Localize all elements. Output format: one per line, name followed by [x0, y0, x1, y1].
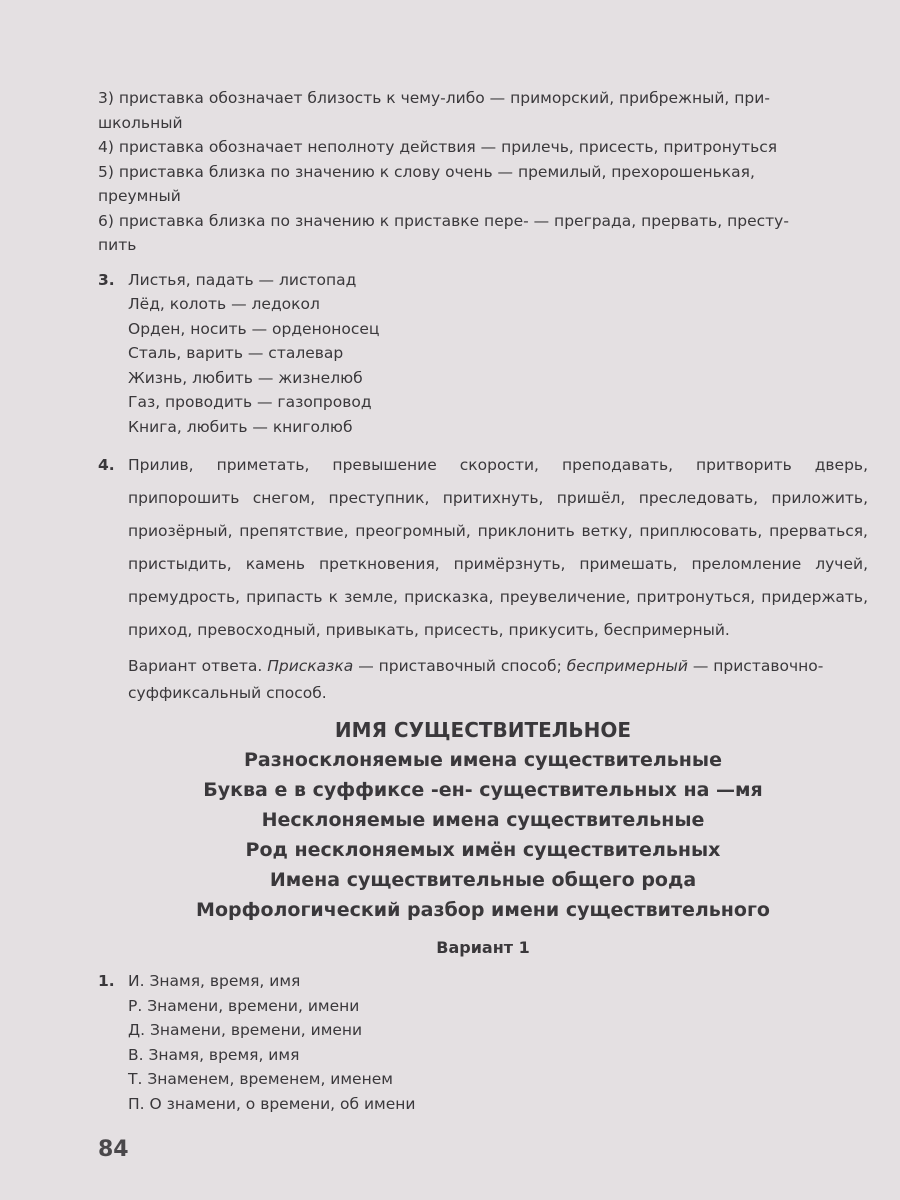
- task-4: [98, 449, 868, 707]
- text-line: И. Знамя, время, имя: [128, 972, 301, 990]
- subheading: Разносклоняемые имена существительные: [244, 749, 722, 771]
- task-number: 4.: [98, 456, 115, 474]
- answer-text-mid: — приставочный способ;: [353, 657, 567, 675]
- text-line: 4) приставка обозначает неполноту действия — прилечь, присесть, притронуться: [98, 138, 778, 156]
- task-1: [98, 969, 868, 1116]
- task-number: 1.: [98, 972, 115, 990]
- subheading: Несклоняемые имена существительные: [261, 809, 705, 831]
- subheading: Морфологический разбор имени существительного: [196, 899, 770, 921]
- chapter-title: ИМЯ СУЩЕСТВИТЕЛЬНОЕ: [334, 718, 632, 742]
- word-list: Прилив, приметать, превышение скорости, преподавать, притворить дверь, припорошить снегом, преступник, притихнуть, пришёл, преследовать, приложить, приозёрный, препятствие, преогромный, приклонить ветку, приплюсовать, прерваться, пристыдить, камень преткновения, примёрзнуть, примешать, преломление лучей, премудрость, припасть к земле, присказка, преувеличение, притронуться, придержать, приход, превосходный, привыкать, присесть, прикусить, беспримерный.: [128, 456, 868, 639]
- text-line: пить: [98, 236, 137, 254]
- text-line: Р. Знамени, времени, имени: [128, 996, 360, 1015]
- subheading: Имена существительные общего рода: [269, 869, 697, 891]
- text-line: П. О знамени, о времени, об имени: [128, 1094, 416, 1113]
- chapter-headings: [98, 715, 868, 961]
- text-line: 3) приставка обозначает близость к чему-либо — приморский, прибрежный, при-: [98, 89, 770, 107]
- section-2-continued: [98, 86, 868, 258]
- text-line: Книга, любить — книголюб: [128, 417, 353, 436]
- text-line: 6) приставка близка по значению к приставке пере- — преграда, прервать, престу-: [98, 211, 789, 230]
- page-number: 84: [98, 1137, 129, 1162]
- answer-word: беспримерный: [566, 657, 688, 675]
- text-line: 5) приставка близка по значению к слову очень — премилый, прехорошенькая,: [98, 162, 755, 181]
- text-line: Лёд, колоть — ледокол: [128, 295, 320, 313]
- answer-word: Присказка: [267, 657, 354, 675]
- subheading: Род несклоняемых имён существительных: [245, 839, 721, 861]
- text-line: Д. Знамени, времени, имени: [128, 1021, 363, 1039]
- answer-text: [98, 653, 868, 707]
- answer-text-end: — приставочно-суффиксальный способ.: [128, 657, 824, 702]
- text-line: Жизнь, любить — жизнелюб: [128, 368, 363, 387]
- subheading: Буква е в суффиксе -ен- существительных на —мя: [203, 779, 763, 801]
- text-line: школьный: [98, 113, 183, 132]
- text-line: Листья, падать — листопад: [128, 270, 357, 289]
- text-line: преумный: [98, 187, 181, 205]
- text-line: Т. Знаменем, временем, именем: [128, 1070, 393, 1088]
- text-line: Газ, проводить — газопровод: [128, 393, 372, 411]
- task-number: 3.: [98, 270, 115, 289]
- document-page: [98, 86, 868, 1116]
- text-line: В. Знамя, время, имя: [128, 1045, 300, 1064]
- task-3: [98, 268, 868, 440]
- answer-prefix: Вариант ответа.: [128, 657, 268, 675]
- text-line: Сталь, варить — сталевар: [128, 344, 344, 362]
- variant-heading: Вариант 1: [436, 938, 530, 957]
- text-line: Орден, носить — орденоносец: [128, 319, 380, 338]
